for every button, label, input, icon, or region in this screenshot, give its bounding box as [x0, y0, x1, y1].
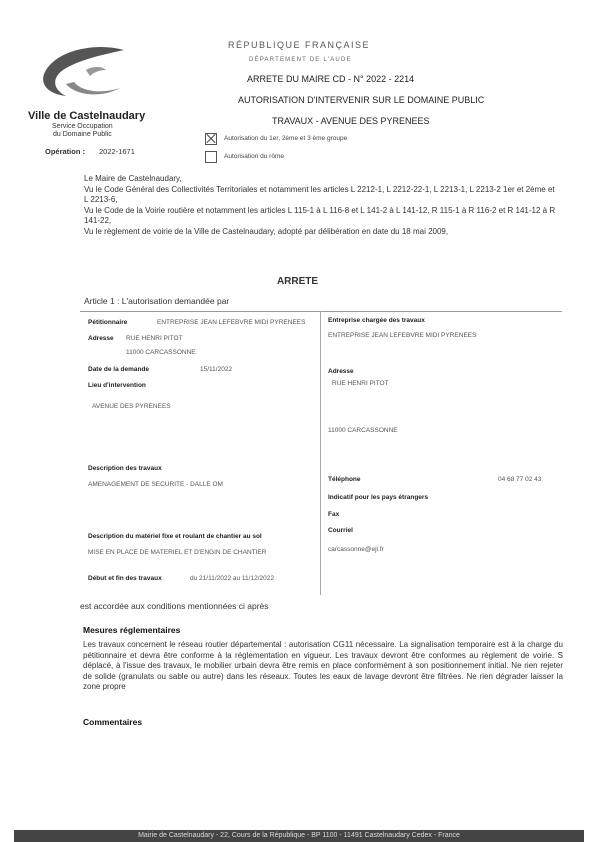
autorisation-title: AUTORISATION D'INTERVENIR SUR LE DOMAINE PUBLIC [238, 95, 485, 105]
materiel-value: MISE EN PLACE DE MATERIEL ET D'ENGIN DE CHANTIER [88, 549, 267, 556]
page-footer: Mairie de Castelnaudary - 22, Cours de la République - BP 1100 - 11491 Castelnaudary Cedex - France [14, 830, 584, 842]
accordee-text: est accordée aux conditions mentionnées ci après [80, 601, 269, 611]
description-label: Description des travaux [88, 465, 162, 472]
date-demande-label: Date de la demande [88, 366, 150, 373]
mesures-heading: Mesures réglementaires [83, 625, 181, 635]
option-rome-label: Autorisation du rôme [224, 153, 284, 160]
republique-heading: RÉPUBLIQUE FRANÇAISE [228, 40, 371, 50]
adresse2-label: Adresse [328, 368, 354, 375]
cp-ville: 11000 CARCASSONNE [126, 349, 196, 356]
checkbox-groupe-checked[interactable] [205, 133, 217, 145]
indicatif-label: Indicatif pour les pays étrangers [328, 494, 429, 501]
periode-value: du 21/11/2022 au 11/12/2022 [190, 575, 274, 582]
adresse2-value: RUE HENRI PITOT [332, 380, 389, 387]
arrete-number: ARRETE DU MAIRE CD - N° 2022 - 2214 [247, 74, 415, 84]
preamble-line: Vu le Code Général des Collectivités Territoriales et notamment les articles L 2212-1, L 2212-22-1, L 2213-1, L 2213-2 1er et 2ème et L 2213-6, [84, 184, 555, 204]
telephone-value: 04 68 77 02 43 [498, 476, 542, 483]
cp-ville2: 11000 CARCASSONNE [328, 427, 398, 434]
description-value: AMENAGEMENT DE SECURITE - DALLE OM [88, 481, 223, 488]
lieu-value: AVENUE DES PYRENEES [92, 403, 171, 410]
petitionnaire-label: Pétitionnaire [88, 319, 128, 326]
date-demande-value: 15/11/2022 [200, 366, 233, 373]
article-1: Article 1 : L'autorisation demandée par [84, 296, 230, 306]
periode-label: Début et fin des travaux [88, 575, 162, 582]
telephone-label: Téléphone [328, 476, 361, 483]
courriel-label: Courriel [328, 527, 353, 534]
travaux-title: TRAVAUX - AVENUE DES PYRENEES [272, 116, 430, 126]
departement-heading: DÉPARTEMENT DE L'AUDE [249, 57, 352, 63]
preamble-line: Vu le règlement de voirie de la Ville de Castelnaudary, adopté par délibération en date du 18 mai 2009, [84, 226, 449, 236]
entreprise-label: Entreprise chargée des travaux [328, 317, 425, 324]
city-logo [36, 44, 128, 108]
arrete-heading: ARRETE [276, 276, 319, 287]
commentaires-heading: Commentaires [83, 717, 143, 727]
entreprise-value: ENTREPRISE JEAN LEFEBVRE MIDI PYRENEES [328, 332, 477, 339]
materiel-label: Description du matériel fixe et roulant de chantier au sol [88, 533, 262, 540]
option-groupe-label: Autorisation du 1er, 2ème et 3 ème groupe [224, 135, 348, 142]
preamble [84, 174, 559, 237]
form-divider [320, 311, 321, 595]
service-name: Service Occupation du Domaine Public [52, 123, 113, 138]
adresse-value: RUE HENRI PITOT [126, 335, 183, 342]
preamble-line: Vu le Code de la Voirie routière et notamment les articles L 115-1 à L 116-8 et L 141-2 à L 141-12, R 115-1 à R 116-2 et R 141-12 à R 141-22, [84, 205, 556, 225]
courriel-value: carcassonne@ejl.fr [328, 546, 384, 553]
lieu-label: Lieu d'intervention [88, 382, 146, 389]
operation-number: Opération : 2022-1671 [45, 147, 135, 156]
petitionnaire-value: ENTREPRISE JEAN LEFEBVRE MIDI PYRENEES [157, 319, 306, 326]
checkbox-rome[interactable] [205, 151, 217, 163]
adresse-label: Adresse [88, 335, 114, 342]
mesures-text: Les travaux concernent le réseau routier départemental : autorisation CG11 nécessaire. La signalisation temporaire est à la charge du pétitionnaire et devra être conforme à la réglementation en vigueur. Les travaux devront être conformes au règlement de voirie. S déplacé, à l'issue des travaux, le mobilier urbain devra être remis en place conformément à son positionnement initial. Ne rien rejeter de solide (granulats ou sable ou autre) dans les réseaux. Toutes les eaux de lavage devront être filtrées. Ne rien dégrader laisser la zone propre [83, 640, 563, 691]
preamble-line: Le Maire de Castelnaudary, [84, 174, 182, 183]
fax-label: Fax [328, 511, 340, 518]
city-name: Ville de Castelnaudary [28, 110, 146, 122]
